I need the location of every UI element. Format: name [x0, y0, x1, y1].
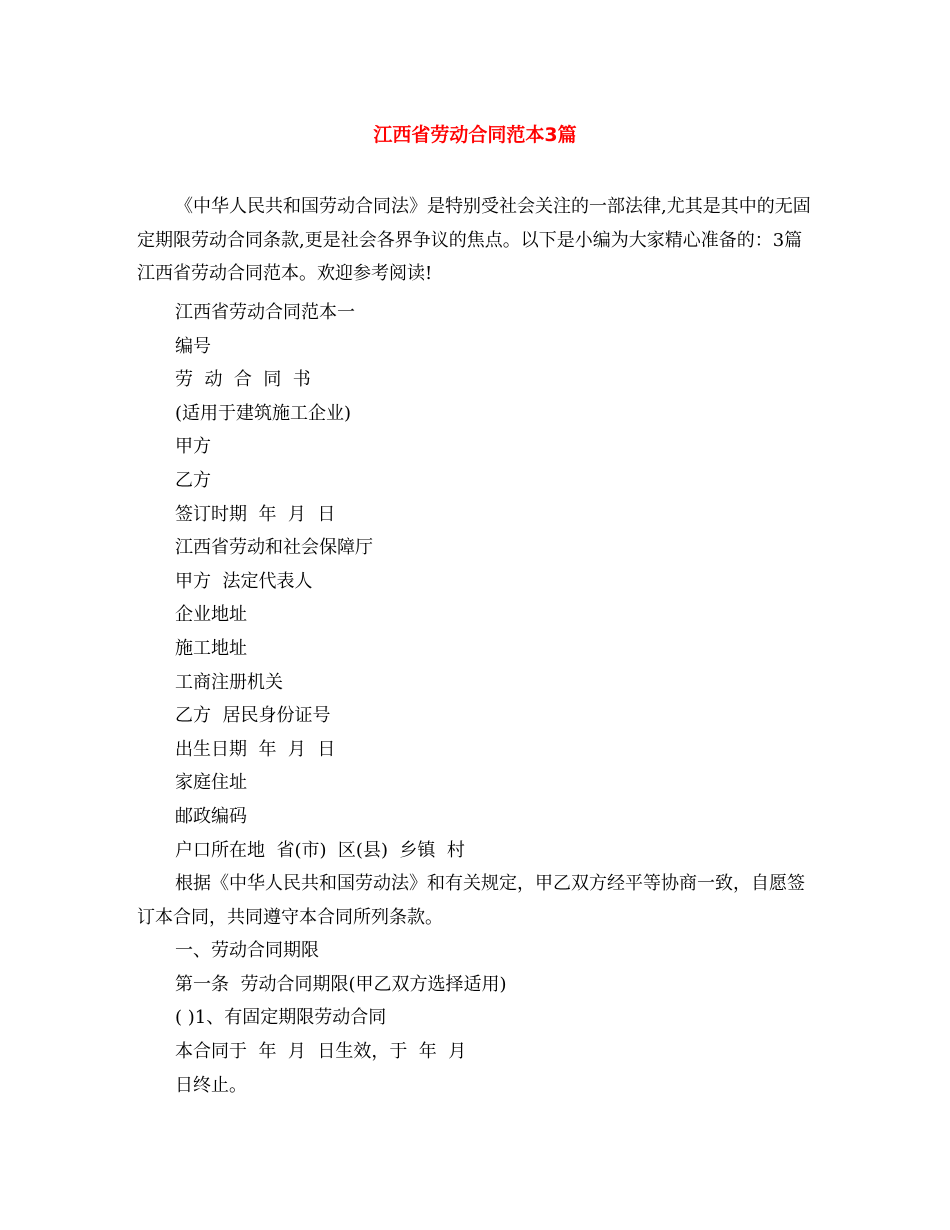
construction-address-label: 施工地址	[175, 637, 247, 659]
legal-basis-paragraph: 根据《中华人民共和国劳动法》和有关规定，甲乙双方经平等协商一致，自愿签订本合同，共同遵守本合同所列条款。	[137, 873, 805, 928]
registration-authority-label: 工商注册机关	[175, 671, 283, 693]
company-address-label: 企业地址	[175, 604, 247, 626]
party-a-legal-representative: 甲方 法定代表人	[175, 570, 313, 592]
contract-number-label: 编号	[175, 335, 211, 357]
home-address-label: 家庭住址	[175, 772, 247, 794]
termination-date-line: 日终止。	[175, 1074, 247, 1096]
household-registration-line: 户口所在地 省(市) 区(县) 乡镇 村	[175, 839, 465, 861]
effective-date-line: 本合同于 年 月 日生效，于 年 月	[175, 1041, 467, 1063]
issuing-department: 江西省劳动和社会保障厅	[175, 537, 373, 559]
postal-code-label: 邮政编码	[175, 805, 247, 827]
article-one-heading: 第一条 劳动合同期限(甲乙双方选择适用)	[175, 973, 507, 995]
party-b-id-number: 乙方 居民身份证号	[175, 705, 331, 727]
section-heading-template-one: 江西省劳动合同范本一	[175, 302, 355, 323]
contract-lines	[137, 296, 815, 1102]
birth-date-line: 出生日期 年 月 日	[175, 738, 336, 760]
intro-paragraph: 《中华人民共和国劳动合同法》是特别受社会关注的一部法律,尤其是其中的无固定期限劳动合同条款,更是社会各界争议的焦点。以下是小编为大家精心准备的：3篇江西省劳动合同范本。欢迎参考阅读!	[137, 196, 811, 285]
section-one-heading: 一、劳动合同期限	[175, 940, 319, 962]
signing-date-line: 签订时期 年 月 日	[175, 503, 336, 525]
applicability-note: (适用于建筑施工企业)	[175, 402, 352, 424]
contract-book-title: 劳 动 合 同 书	[175, 369, 311, 391]
fixed-term-option: ( )1、有固定期限劳动合同	[175, 1007, 387, 1029]
party-b-label: 乙方	[175, 469, 211, 491]
document-title: 江西省劳动合同范本3篇	[373, 124, 577, 146]
party-a-label: 甲方	[175, 436, 211, 458]
